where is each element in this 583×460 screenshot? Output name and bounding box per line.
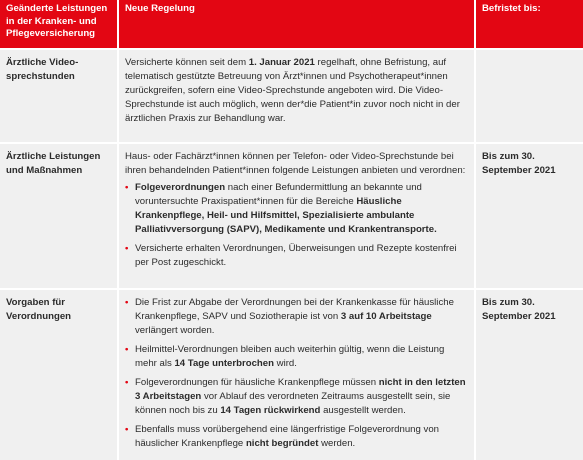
row-until xyxy=(475,49,583,143)
bullet-icon: • xyxy=(125,377,129,388)
text-part: verlängert worden. xyxy=(135,325,215,336)
text-part: Ebenfalls muss vorübergehend eine längerfristige Folgeverordnung von häuslicher Krankenpflege xyxy=(135,424,439,449)
row-regulation xyxy=(118,143,475,289)
text-part: Versicherte erhalten Verordnungen, Überweisungen und Rezepte kostenfrei per Post zugeschickt. xyxy=(135,243,457,268)
text-part-bold: Folgeverordnungen xyxy=(135,182,226,193)
text-part-bold: Häusliche Krankenpflege, Heil- und Hilfsmittel, Spezialisierte ambulante Palliativversorgung (SAPV), Medikamente und Krankentransporte. xyxy=(135,196,437,235)
text-part-bold: 14 Tage unterbrochen xyxy=(174,358,274,369)
bullet-list xyxy=(125,296,468,451)
bullet-item xyxy=(125,181,468,237)
bullet-item xyxy=(125,296,468,338)
text-part-bold: nicht in den letzten 3 Arbeitstagen xyxy=(135,377,466,402)
row-label: Ärztliche Video-sprechstunden xyxy=(0,49,118,143)
text-part-bold: 3 auf 10 Arbeitstage xyxy=(340,311,432,322)
text-part-bold: 14 Tagen rückwirkend xyxy=(220,405,321,416)
text-part: wird. xyxy=(273,358,297,369)
header-new-regulation: Neue Regelung xyxy=(118,0,475,49)
table-row xyxy=(0,143,583,289)
bullet-item xyxy=(125,376,468,418)
text-part-bold: 1. Januar 2021 xyxy=(248,57,315,68)
bullet-icon: • xyxy=(125,424,129,435)
regulation-intro: Haus- oder Fachärzt*innen können per Telefon- oder Video-Sprechstunde bei ihren behandelnden Patient*innen folgende Leistungen anbieten und verordnen: xyxy=(125,151,466,176)
text-part: nach einer Befundermittlung an bekannte und voruntersuchte Praxispatient*innen für die Bereiche xyxy=(135,182,422,207)
text-part: regelhaft, ohne Befristung, auf telematisch gestützte Betreuung von Ärzt*innen und Psychotherapeut*innen zurückgreifen, sofern eine Video-Sprechstunde angeboten wird. Die Video-Sprechstunde ist auch möglich, wenn der*die Patient*in zuvor noch nicht in der ärztlichen Praxis zur Behandlung war. xyxy=(125,57,460,124)
text-part: Die Frist zur Abgabe der Verordnungen bei der Krankenkasse für häusliche Krankenpflege, SAPV und Soziotherapie ist von xyxy=(135,297,454,322)
bullet-icon: • xyxy=(125,182,129,193)
row-label: Vorgaben für Verordnungen xyxy=(0,289,118,460)
text-part: ausgestellt werden. xyxy=(320,405,406,416)
row-label: Ärztliche Leistungen und Maßnahmen xyxy=(0,143,118,289)
bullet-list xyxy=(125,181,468,270)
bullet-item xyxy=(125,423,468,451)
row-until: Bis zum 30. September 2021 xyxy=(475,289,583,460)
text-part: Versicherte können seit dem xyxy=(125,57,249,68)
bullet-icon: • xyxy=(125,297,129,308)
text-part: vor Ablauf des verordneten Zeitraums ausgestellt sein, sie können noch bis zu xyxy=(135,391,451,416)
text-part-bold: nicht begründet xyxy=(245,438,319,449)
bullet-item xyxy=(125,242,468,270)
text-part: Folgeverordnungen für häusliche Krankenpflege müssen xyxy=(135,377,379,388)
table-row xyxy=(0,289,583,460)
header-limited-until: Befristet bis: xyxy=(475,0,583,49)
row-regulation xyxy=(118,289,475,460)
header-changed-services: Geänderte Leistungen in der Kranken- und Pflegeversicherung xyxy=(0,0,118,49)
text-part: Heilmittel-Verordnungen bleiben auch weiterhin gültig, wenn die Leistung mehr als xyxy=(135,344,445,369)
regulation-text xyxy=(125,56,468,126)
table-row xyxy=(0,49,583,143)
row-until: Bis zum 30. September 2021 xyxy=(475,143,583,289)
bullet-icon: • xyxy=(125,243,129,254)
text-part: werden. xyxy=(318,438,356,449)
row-regulation xyxy=(118,49,475,143)
bullet-icon: • xyxy=(125,344,129,355)
table-header-row xyxy=(0,0,583,49)
bullet-item xyxy=(125,343,468,371)
